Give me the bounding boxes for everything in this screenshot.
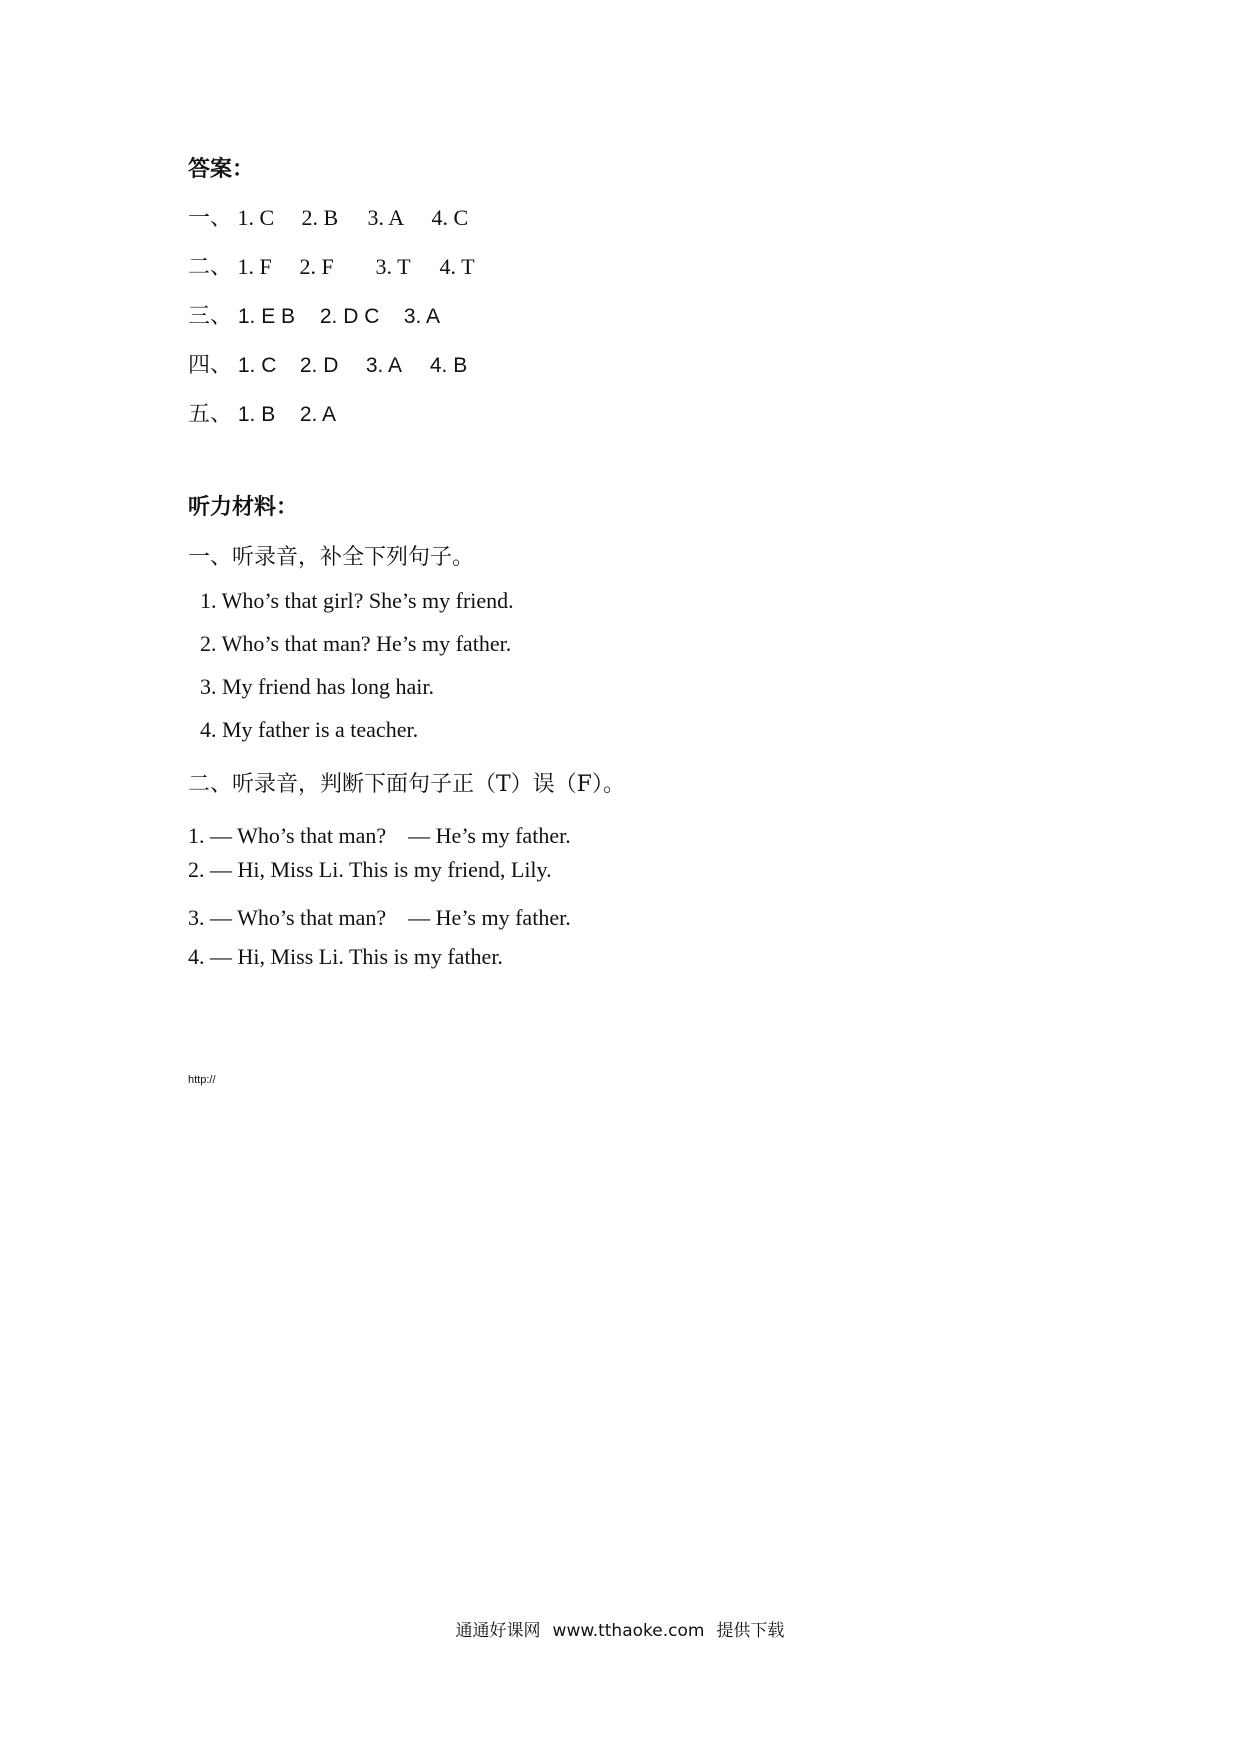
answer-row-5 bbox=[188, 397, 336, 428]
footer-site-url[interactable]: www.tthaoke.com bbox=[552, 1621, 705, 1641]
answer-row-prefix: 四、 bbox=[188, 353, 233, 378]
answer-item: 4. C bbox=[431, 205, 469, 230]
answer-item: 2. D C bbox=[319, 305, 380, 328]
answer-item: 1. E B bbox=[237, 305, 296, 328]
listening-part1-sentence: 2. Who’s that man? He’s my father. bbox=[200, 631, 512, 656]
answer-row-3 bbox=[188, 299, 440, 330]
listening-part2-title: 二、听录音，判断下面句子正（T）误（F）。 bbox=[188, 772, 625, 797]
answer-item: 3. A bbox=[403, 305, 441, 328]
listening-part2-sentence: 3. — Who’s that man? — He’s my father. bbox=[188, 905, 571, 930]
answer-item: 1. C bbox=[237, 354, 277, 377]
answer-item: 4. B bbox=[429, 354, 468, 377]
answer-item: 2. D bbox=[299, 354, 339, 377]
answer-item: 1. F bbox=[237, 254, 272, 279]
answer-row-prefix: 三、 bbox=[188, 304, 233, 329]
footer-suffix: 提供下载 bbox=[716, 1621, 785, 1641]
answer-row-prefix: 二、 bbox=[188, 255, 233, 280]
answer-item: 2. B bbox=[301, 205, 339, 230]
listening-part2-sentence: 2. — Hi, Miss Li. This is my friend, Lily. bbox=[188, 857, 552, 882]
answer-row-prefix: 一、 bbox=[188, 206, 233, 231]
footer bbox=[0, 1616, 1240, 1641]
answer-row-4 bbox=[188, 348, 467, 379]
answer-item: 1. B bbox=[237, 403, 276, 426]
answer-row-1 bbox=[188, 201, 468, 232]
answer-item: 1. C bbox=[237, 205, 275, 230]
listening-part1-sentence: 4. My father is a teacher. bbox=[200, 717, 419, 742]
listening-part1-title: 一、听录音，补全下列句子。 bbox=[188, 545, 475, 570]
answers-heading: 答案： bbox=[188, 157, 255, 182]
listening-part1-sentence: 1. Who’s that girl? She’s my friend. bbox=[200, 588, 514, 613]
answer-item: 3. A bbox=[365, 354, 403, 377]
answer-item: 2. F bbox=[299, 254, 334, 279]
listening-part2-sentence: 4. — Hi, Miss Li. This is my father. bbox=[188, 944, 503, 969]
answer-row-prefix: 五、 bbox=[188, 402, 233, 427]
listening-part2-sentence: 1. — Who’s that man? — He’s my father. bbox=[188, 823, 571, 848]
url-note: http:// bbox=[188, 1074, 216, 1086]
footer-site-name: 通通好课网 bbox=[455, 1621, 541, 1641]
listening-heading: 听力材料： bbox=[188, 495, 299, 520]
answer-item: 3. A bbox=[367, 205, 405, 230]
answer-item: 2. A bbox=[299, 403, 337, 426]
listening-part1-sentence: 3. My friend has long hair. bbox=[200, 674, 435, 699]
answer-item: 4. T bbox=[439, 254, 475, 279]
answer-row-2 bbox=[188, 250, 475, 281]
answer-item: 3. T bbox=[375, 254, 411, 279]
